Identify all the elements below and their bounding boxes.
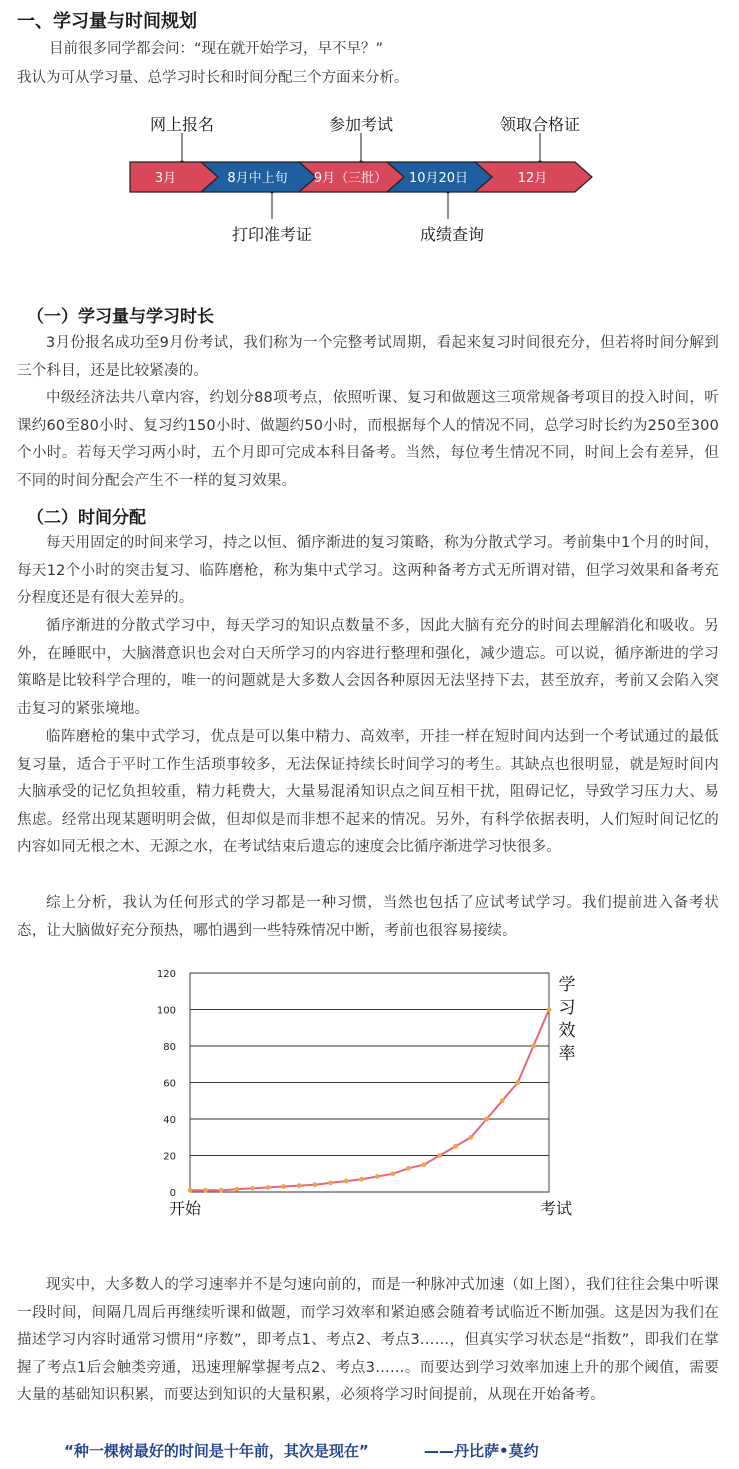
timeline-segment-label: 8月中上旬 <box>227 171 288 186</box>
data-point <box>547 1007 552 1012</box>
timeline-label-certificate: 领取合格证 <box>499 115 581 134</box>
paragraph: 循序渐进的分散式学习中，每天学习的知识点数量不多，因此大脑有充分的时间去理解消化和吸收。另外，在睡眠中，大脑潜意识也会对白天所学习的内容进行整理和强化，减少遗忘。可以说，循序渐进的学习策略是比较科学合理的，唯一的问题就是大多数人会因各种原因无法坚持下去，甚至放弃，考前又会陷入突击复习的紧张境地。 <box>17 618 719 717</box>
timeline-segment-label: 12月 <box>517 171 548 186</box>
data-point <box>484 1117 489 1122</box>
y-tick-label: 60 <box>163 1078 176 1090</box>
learning-efficiency-chart <box>0 960 739 1220</box>
paragraph: 中级经济法共八章内容，约划分88项考点，依照听课、复习和做题这三项常规备考项目的投入时间，听课约60至80小时、复习约150小时、做题约50小时，而根据每个人的情况不同，总学习时长约为250至300个小时。若每天学习两小时，五个月即可完成本科目备考。当然，每位考生情况不同，时间上会有差异，但不同的时间分配会产生不一样的复习效果。 <box>17 390 719 489</box>
data-point <box>250 1186 255 1191</box>
data-point <box>515 1080 520 1085</box>
timeline-segment-label: 10月20日 <box>408 171 469 186</box>
paragraph: 3月份报名成功至9月份考试，我们称为一个完整考试周期，看起来复习时间很充分，但若将时间分解到三个科目，还是比较紧凑的。 <box>17 335 719 379</box>
timeline-label-registration: 网上报名 <box>149 115 215 134</box>
data-point <box>266 1185 271 1190</box>
x-label-start: 开始 <box>168 1199 202 1218</box>
data-point <box>203 1188 208 1193</box>
paragraph: 临阵磨枪的集中式学习，优点是可以集中精力、高效率，开挂一样在短时间内达到一个考试通过的最低复习量，适合于平时工作生活琐事较多，无法保证持续长时间学习的考生。其缺点也很明显，就是短时间内大脑承受的记忆负担较重，精力耗费大，大量易混淆知识点之间互相干扰，阻碍记忆，导致学习压力大、易焦虑。经常出现某题明明会做，但却似是而非想不起来的情况。另外，有科学依据表明，人们短时间记忆的内容如同无根之木、无源之水，在考试结束后遗忘的速度会比循序渐进学习快很多。 <box>17 729 719 856</box>
data-point <box>406 1166 411 1171</box>
data-point <box>469 1135 474 1140</box>
subsection-title: （一）学习量与学习时长 <box>27 307 214 327</box>
y-tick-label: 40 <box>163 1115 176 1126</box>
data-point <box>297 1183 302 1188</box>
x-label-end: 考试 <box>539 1199 573 1218</box>
data-point <box>328 1180 333 1185</box>
data-point <box>500 1098 505 1103</box>
series-line <box>190 1010 549 1191</box>
y-tick-label: 120 <box>156 969 176 980</box>
data-point <box>312 1182 317 1187</box>
data-point <box>531 1044 536 1049</box>
y-tick-label: 20 <box>163 1151 176 1163</box>
quote-text: “种一棵树最好的时间是十年前，其次是现在” <box>64 1442 369 1460</box>
timeline-segment-label: 3月 <box>154 171 177 186</box>
timeline-label-admission-ticket: 打印准考证 <box>231 225 313 244</box>
paragraph: 每天用固定的时间来学习，持之以恒、循序渐进的复习策略，称为分散式学习。考前集中1个月的时间，每天12个小时的突击复习、临阵磨枪，称为集中式学习。这两种备考方式无所谓对错，但学习效果和备考充分程度还是有很大差异的。 <box>17 535 719 607</box>
data-point <box>188 1188 193 1193</box>
y-label-char: 习 <box>558 998 576 1018</box>
data-point <box>281 1184 286 1189</box>
y-tick-label: 0 <box>169 1188 176 1199</box>
data-point <box>437 1153 442 1158</box>
timeline-label-exam: 参加考试 <box>328 115 394 134</box>
data-point <box>234 1187 239 1192</box>
data-point <box>453 1144 458 1149</box>
data-point <box>391 1171 396 1176</box>
section-title: 一、学习量与时间规划 <box>17 11 197 32</box>
timeline-label-score-query: 成绩查询 <box>419 225 485 244</box>
y-label-char: 效 <box>558 1021 576 1041</box>
y-label-char: 学 <box>558 975 576 995</box>
data-point <box>375 1174 380 1179</box>
intro-line: 目前很多同学都会问：“现在就开始学习，早不早？” <box>49 41 384 57</box>
y-tick-label: 80 <box>163 1042 176 1053</box>
paragraph: 现实中，大多数人的学习速率并不是匀速向前的，而是一种脉冲式加速（如上图），我们往往会集中听课一段时间，间隔几周后再继续听课和做题，而学习效率和紧迫感会随着考试临近不断加强。这是因为我们在描述学习内容时通常习惯用“序数”，即考点1、考点2、考点3……，但真实学习状态是“指数”，即我们在掌握了考点1后会触类旁通，迅速理解掌握考点2、考点3……。而要达到学习效率加速上升的那个阈值，需要大量的基础知识积累，而要达到知识的大量积累，必须将学习时间提前，从现在开始备考。 <box>17 1277 719 1404</box>
y-tick-label: 100 <box>156 1005 176 1017</box>
data-point <box>344 1179 349 1184</box>
data-point <box>219 1188 224 1193</box>
paragraph: 综上分析，我认为任何形式的学习都是一种习惯，当然也包括了应试考试学习。我们提前进入备考状态，让大脑做好充分预热，哪怕遇到一些特殊情况中断，考前也很容易接续。 <box>17 895 719 939</box>
timeline-segment-label: 9月（三批） <box>313 171 388 186</box>
data-point <box>422 1162 427 1167</box>
timeline-diagram <box>0 105 739 255</box>
y-label-char: 率 <box>558 1044 576 1064</box>
data-point <box>359 1177 364 1182</box>
quote-author: ——丹比萨•莫约 <box>424 1442 539 1460</box>
subsection-title: （二）时间分配 <box>27 508 146 528</box>
intro-line: 我认为可从学习量、总学习时长和时间分配三个方面来分析。 <box>17 70 409 86</box>
